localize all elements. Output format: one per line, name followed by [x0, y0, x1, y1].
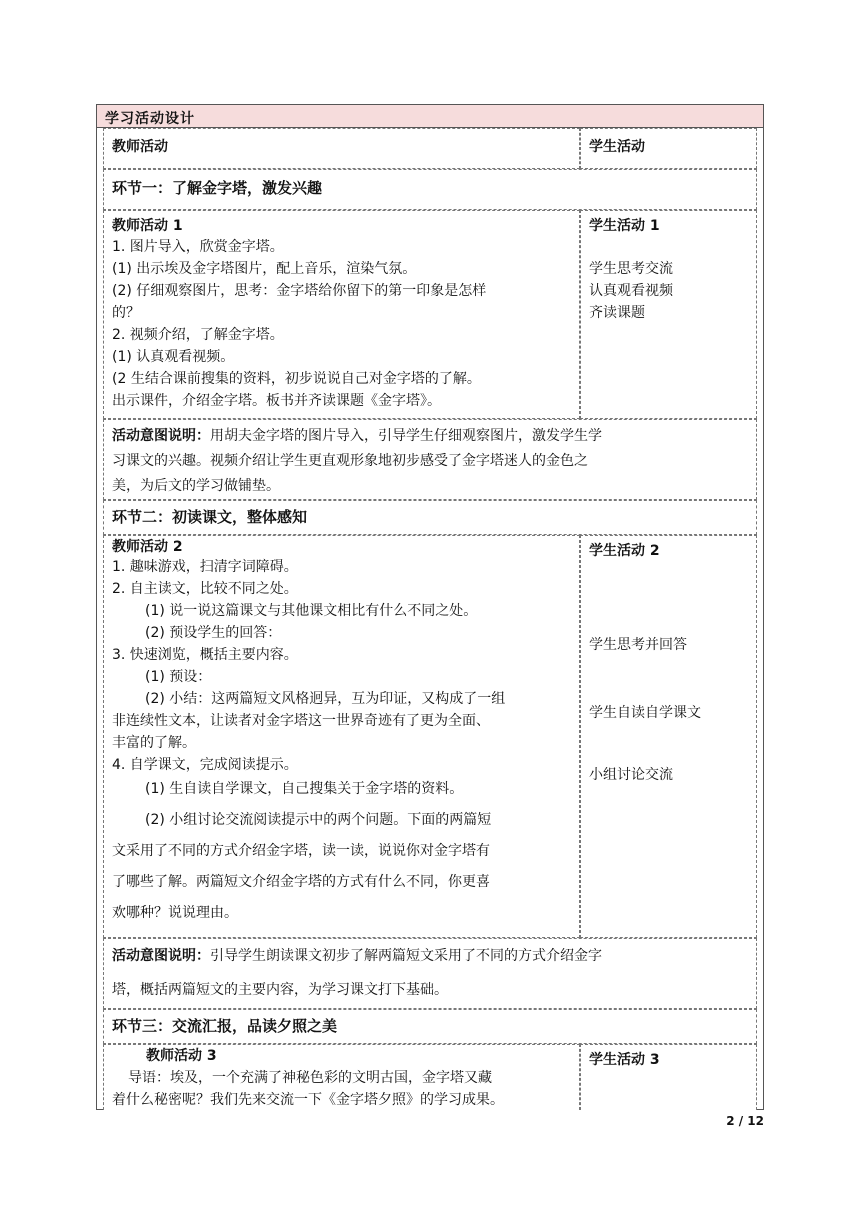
- step2-title-cell: [103, 500, 757, 535]
- step2-student-item: 学生思考并回答: [589, 637, 687, 653]
- step2-teacher-para-line: 文采用了不同的方式介绍金字塔，读一读，说说你对金字塔有: [112, 843, 490, 859]
- step2-intent-line: [112, 946, 602, 968]
- step1-teacher-line: (1) 认真观看视频。: [112, 349, 235, 365]
- step3-teacher-cell: [103, 1044, 580, 1110]
- step3-title-cell: [103, 1009, 757, 1044]
- step1-student-cell: [580, 210, 757, 419]
- step2-intent-label: 活动意图说明：: [112, 948, 210, 964]
- step1-student-title: 学生活动 1: [589, 218, 660, 234]
- step1-student-line: 认真观看视频: [589, 283, 673, 299]
- step3-student-cell: [580, 1044, 757, 1110]
- step2-teacher-line: (2) 预设学生的回答：: [145, 625, 282, 641]
- step2-teacher-para-line: 了哪些了解。两篇短文介绍金字塔的方式有什么不同，你更喜: [112, 874, 490, 890]
- step1-intent-cell: [103, 419, 757, 500]
- step2-teacher-title: 教师活动 2: [112, 539, 183, 555]
- step1-teacher-line: (2 生结合课前搜集的资料，初步说说自己对金字塔的了解。: [112, 371, 481, 387]
- step1-intent-line: 习课文的兴趣。视频介绍让学生更直观形象地初步感受了金字塔迷人的金色之: [112, 453, 588, 469]
- header-band: [96, 104, 764, 128]
- step2-teacher-para-line: 欢哪种？说说理由。: [112, 905, 238, 921]
- step2-teacher-line: 1. 趣味游戏，扫清字词障碍。: [112, 559, 298, 575]
- step2-teacher-cell: [103, 535, 580, 938]
- step2-teacher-para-line: (2) 小组讨论交流阅读提示中的两个问题。下面的两篇短: [145, 812, 492, 828]
- page-number: 2 / 12: [726, 1114, 764, 1128]
- step1-teacher-line: (2) 仔细观察图片，思考：金字塔给你留下的第一印象是怎样: [112, 283, 487, 299]
- step3-student-title: 学生活动 3: [589, 1052, 660, 1068]
- step2-teacher-line: 非连续性文本，让读者对金字塔这一世界奇迹有了更为全面、: [112, 713, 490, 729]
- step1-teacher-line: (1) 出示埃及金字塔图片，配上音乐，渲染气氛。: [112, 261, 417, 277]
- header-band-title: 学习活动设计: [105, 111, 195, 127]
- step1-intent-text: 用胡夫金字塔的图片导入，引导学生仔细观察图片，激发学生学: [210, 428, 602, 444]
- step1-intent-label: 活动意图说明：: [112, 428, 210, 444]
- step2-teacher-line: 4. 自学课文，完成阅读提示。: [112, 757, 298, 773]
- step3-teacher-line: 导语：埃及，一个充满了神秘色彩的文明古国，金字塔又藏: [128, 1070, 492, 1086]
- teacher-col-header-label: 教师活动: [112, 139, 168, 155]
- step2-teacher-line: 2. 自主读文，比较不同之处。: [112, 581, 298, 597]
- step1-intent-line: [112, 426, 602, 448]
- step2-teacher-line: (1) 生自读自学课文，自己搜集关于金字塔的资料。: [145, 781, 464, 797]
- step1-teacher-line: 出示课件，介绍金字塔。板书并齐读课题《金字塔》。: [112, 393, 441, 409]
- step1-title-cell: [103, 169, 757, 210]
- step2-student-item: 小组讨论交流: [589, 767, 673, 783]
- step2-teacher-line: (1) 预设：: [145, 669, 212, 685]
- step1-teacher-line: 1. 图片导入，欣赏金字塔。: [112, 239, 284, 255]
- step2-student-cell: [580, 535, 757, 938]
- step2-intent-line: 塔，概括两篇短文的主要内容，为学习课文打下基础。: [112, 982, 448, 998]
- step1-intent-line: 美，为后文的学习做铺垫。: [112, 478, 280, 494]
- step3-teacher-title: 教师活动 3: [146, 1048, 217, 1064]
- step2-teacher-line: (1) 说一说这篇课文与其他课文相比有什么不同之处。: [145, 603, 478, 619]
- step1-teacher-line: 2. 视频介绍，了解金字塔。: [112, 327, 284, 343]
- step3-teacher-line: 着什么秘密呢？我们先来交流一下《金字塔夕照》的学习成果。: [112, 1092, 504, 1108]
- step1-title: 环节一：了解金字塔，激发兴趣: [112, 179, 323, 197]
- step1-teacher-title: 教师活动 1: [112, 218, 183, 234]
- student-col-header: [580, 128, 757, 169]
- step2-intent-cell: [103, 938, 757, 1009]
- step2-student-item: 学生自读自学课文: [589, 705, 701, 721]
- student-col-header-label: 学生活动: [589, 139, 645, 155]
- step2-student-title: 学生活动 2: [589, 543, 660, 559]
- teacher-col-header: [103, 128, 580, 169]
- step1-teacher-line: 的？: [112, 305, 140, 321]
- step2-teacher-line: 3. 快速浏览，概括主要内容。: [112, 647, 298, 663]
- step1-teacher-cell: [103, 210, 580, 419]
- step2-intent-text: 引导学生朗读课文初步了解两篇短文采用了不同的方式介绍金字: [210, 948, 602, 964]
- step3-title: 环节三：交流汇报，品读夕照之美: [112, 1017, 338, 1035]
- step1-student-line: 学生思考交流: [589, 261, 673, 277]
- step2-teacher-line: (2) 小结：这两篇短文风格迥异，互为印证，又构成了一组: [145, 691, 506, 707]
- step1-student-line: 齐读课题: [589, 305, 645, 321]
- step2-teacher-line: 丰富的了解。: [112, 735, 196, 751]
- step2-title: 环节二：初读课文，整体感知: [112, 508, 308, 526]
